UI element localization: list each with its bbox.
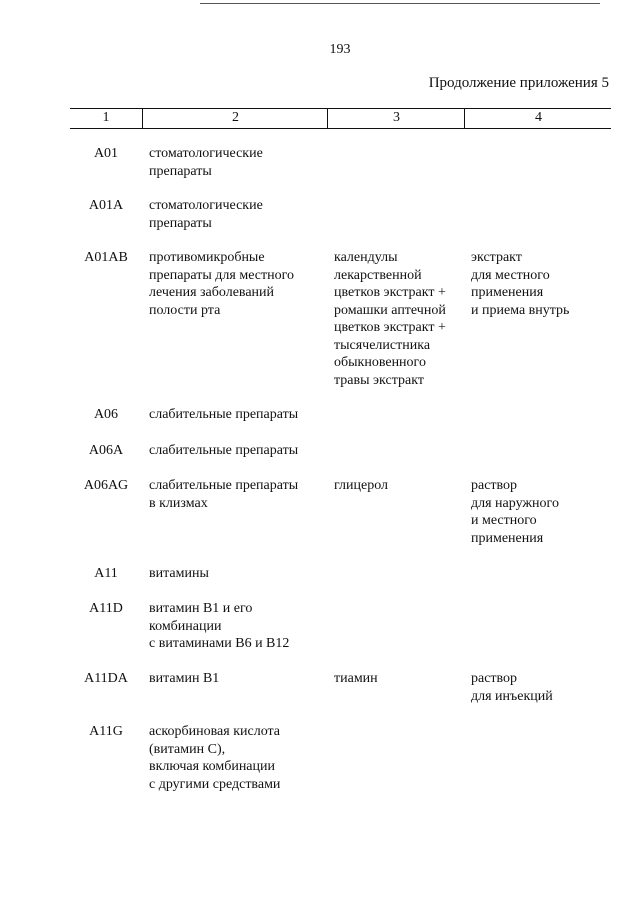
header-col-2: 2 bbox=[142, 109, 328, 128]
group-name bbox=[149, 670, 324, 688]
group-name bbox=[149, 145, 324, 180]
group-name-line: в клизмах bbox=[149, 495, 208, 511]
group-name-line: стоматологические bbox=[149, 198, 263, 213]
group-name-line: комбинации bbox=[149, 618, 222, 634]
header-col-4: 4 bbox=[464, 109, 612, 128]
dosage-form bbox=[471, 249, 616, 319]
substance-line: травы экстракт bbox=[334, 372, 424, 388]
atc-code: A06 bbox=[93, 407, 119, 422]
atc-code: A01AB bbox=[84, 250, 128, 265]
substance-line: глицерол bbox=[334, 478, 389, 493]
atc-code: A11D bbox=[89, 601, 123, 616]
dosage-form bbox=[471, 477, 616, 547]
group-name bbox=[149, 565, 324, 583]
atc-code: A01A bbox=[88, 198, 124, 213]
group-name bbox=[149, 600, 324, 653]
atc-code: A01 bbox=[93, 146, 119, 161]
dosage-form-line: раствор bbox=[471, 478, 518, 493]
group-name bbox=[149, 197, 324, 232]
group-name-line: включая комбинации bbox=[149, 759, 275, 774]
page-number: 193 bbox=[329, 42, 351, 57]
group-name bbox=[149, 723, 324, 793]
substance-line: цветков экстракт + bbox=[334, 285, 446, 300]
dosage-form-line: и приема внутрь bbox=[471, 302, 570, 318]
substance-line: календулы bbox=[334, 250, 398, 265]
header-col-1: 1 bbox=[102, 110, 110, 125]
dosage-form-line: применения bbox=[471, 530, 544, 546]
dosage-form-line: экстракт bbox=[471, 250, 522, 265]
group-name bbox=[149, 477, 324, 512]
substance-line: цветков экстракт + bbox=[334, 320, 446, 335]
group-name-line: слабительные препараты bbox=[149, 443, 299, 458]
dosage-form-line: для инъекций bbox=[471, 688, 553, 704]
group-name-line: витамин B1 bbox=[149, 671, 220, 686]
atc-code: A06AG bbox=[83, 478, 129, 493]
group-name-line: витамины bbox=[149, 566, 209, 581]
substance-line: лекарственной bbox=[334, 267, 422, 283]
substance-line: тысячелистника bbox=[334, 337, 431, 353]
group-name-line: с другими средствами bbox=[149, 776, 281, 792]
atc-code: A11 bbox=[94, 566, 118, 581]
group-name bbox=[149, 406, 324, 424]
group-name-line: (витамин С), bbox=[149, 741, 226, 757]
continuation-title: Продолжение приложения 5 bbox=[428, 75, 609, 91]
group-name-line: лечения заболеваний bbox=[149, 285, 275, 300]
atc-code: A06A bbox=[88, 443, 124, 458]
dosage-form-line: для местного bbox=[471, 267, 550, 283]
dosage-form-line: для наружного bbox=[471, 495, 559, 511]
group-name-line: слабительные препараты bbox=[149, 478, 299, 493]
group-name bbox=[149, 442, 324, 460]
group-name-line: противомикробные bbox=[149, 250, 265, 265]
substance-line: ромашки аптечной bbox=[334, 302, 446, 318]
top-rule bbox=[200, 3, 600, 4]
dosage-form-line: и местного bbox=[471, 513, 537, 528]
group-name-line: витамин B1 и его bbox=[149, 601, 253, 616]
group-name-line: слабительные препараты bbox=[149, 407, 299, 422]
substance-line: тиамин bbox=[334, 671, 378, 686]
substance-name bbox=[334, 249, 464, 389]
substance-name bbox=[334, 670, 464, 688]
group-name-line: аскорбиновая кислота bbox=[149, 724, 281, 739]
table-header bbox=[70, 108, 611, 129]
atc-code: A11DA bbox=[84, 671, 128, 686]
group-name-line: препараты bbox=[149, 163, 212, 179]
dosage-form bbox=[471, 670, 616, 705]
group-name-line: с витаминами B6 и B12 bbox=[149, 636, 290, 651]
dosage-form-line: применения bbox=[471, 285, 544, 300]
group-name bbox=[149, 249, 324, 319]
group-name-line: препараты для местного bbox=[149, 267, 294, 283]
substance-line: обыкновенного bbox=[334, 355, 426, 370]
substance-name bbox=[334, 477, 464, 495]
group-name-line: полости рта bbox=[149, 302, 221, 318]
dosage-form-line: раствор bbox=[471, 671, 518, 686]
group-name-line: стоматологические bbox=[149, 146, 263, 161]
header-col-3: 3 bbox=[327, 109, 465, 128]
atc-code: A11G bbox=[89, 724, 123, 739]
group-name-line: препараты bbox=[149, 215, 212, 231]
